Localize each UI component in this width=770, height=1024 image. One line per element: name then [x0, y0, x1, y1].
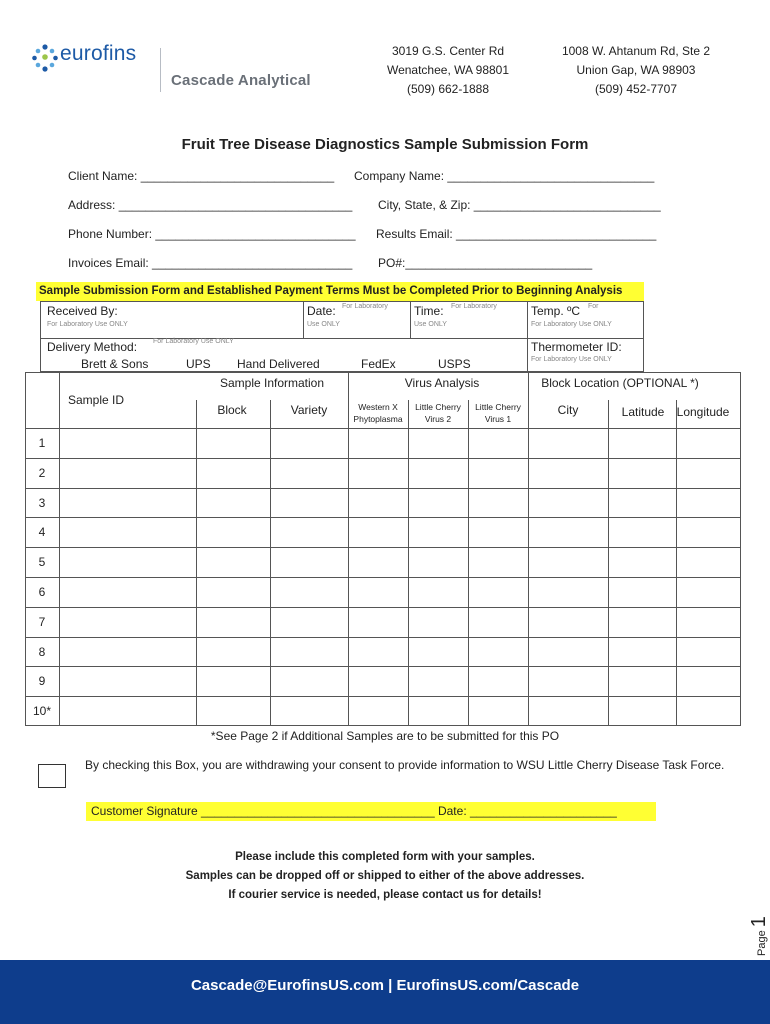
col-block: Block — [217, 403, 247, 417]
lab-use-note: Use ONLY — [414, 321, 447, 328]
table-grid-line — [25, 428, 741, 429]
temp-label: Temp. ºC — [531, 304, 581, 318]
row-number: 2 — [38, 465, 46, 480]
table-border — [25, 725, 741, 726]
lab-use-note: For Laboratory Use ONLY — [531, 356, 612, 363]
western-x-line1: Western X — [358, 402, 398, 412]
po-field[interactable]: PO#:____________________________ — [378, 256, 593, 270]
table-grid-line — [348, 400, 349, 726]
address-field[interactable]: Address: ___________________________________ — [68, 198, 353, 212]
table-grid-line — [59, 400, 60, 726]
row-number: 4 — [38, 525, 46, 540]
lab-use-note: For Laboratory Use ONLY — [531, 321, 612, 328]
row-number: 8 — [38, 644, 46, 659]
address-line: 3019 G.S. Center Rd — [391, 44, 505, 58]
lab-use-note: For Laboratory Use ONLY — [153, 338, 234, 345]
sub-brand: Cascade Analytical — [171, 72, 311, 89]
lab-use-note: For Laboratory — [342, 303, 388, 310]
table-grid-line — [25, 696, 741, 697]
table-grid-line — [25, 607, 741, 608]
row-number: 7 — [38, 614, 46, 629]
instruction-note: If courier service is needed, please contact us for details! — [228, 889, 542, 901]
address-line: 1008 W. Ahtanum Rd, Ste 2 — [561, 44, 711, 58]
table-grid-line — [25, 637, 741, 638]
invoices-email-field[interactable]: Invoices Email: ______________________________ — [68, 256, 353, 270]
address-line: Wenatchee, WA 98801 — [386, 63, 510, 77]
row-number: 9 — [38, 674, 46, 689]
date-label: Date: — [307, 304, 336, 318]
divider — [410, 301, 411, 339]
lcv1-line1: Little Cherry — [475, 402, 521, 412]
client-name-field[interactable]: Client Name: _____________________________ — [68, 169, 335, 183]
col-longitude: Longitude — [676, 405, 730, 419]
address-phone: (509) 452-7707 — [594, 82, 678, 96]
western-x-line2: Phytoplasma — [353, 414, 403, 424]
eurofins-dots-icon — [32, 44, 58, 74]
row-number: 1 — [38, 436, 46, 450]
table-grid-line — [270, 400, 271, 726]
instruction-note: Samples can be dropped off or shipped to either of the above addresses. — [185, 870, 585, 882]
lcv2-line2: Virus 2 — [424, 414, 452, 424]
table-grid-line — [468, 400, 469, 726]
col-virus-analysis: Virus Analysis — [404, 376, 480, 390]
delivery-method-label: Delivery Method: — [47, 340, 138, 354]
col-block-location: Block Location (OPTIONAL *) — [541, 376, 699, 390]
table-border — [25, 372, 741, 373]
logo-wordmark: eurofins — [60, 42, 137, 65]
table-grid-line — [25, 488, 741, 489]
delivery-option-brett[interactable]: Brett & Sons — [81, 357, 149, 371]
col-city: City — [557, 403, 579, 417]
consent-text: By checking this Box, you are withdrawing your consent to provide information to WSU Little Cherry Disease Task Force. — [85, 758, 725, 772]
lab-use-note: For — [588, 303, 599, 310]
sample-table — [25, 372, 741, 726]
delivery-option-hand[interactable]: Hand Delivered — [237, 357, 320, 371]
thermometer-id-label: Thermometer ID: — [531, 340, 622, 354]
divider — [527, 338, 528, 372]
page-indicator — [748, 896, 770, 956]
delivery-option-usps[interactable]: USPS — [438, 357, 471, 371]
row-number: 3 — [38, 495, 46, 510]
withdraw-consent-checkbox[interactable] — [38, 764, 66, 788]
table-border — [740, 372, 741, 726]
table-grid-line — [676, 400, 677, 726]
row-number: 10* — [32, 704, 52, 719]
terms-banner: Sample Submission Form and Established Payment Terms Must be Completed Prior to Beginning Analysis — [36, 282, 644, 301]
table-border — [25, 372, 26, 726]
row-number: 5 — [38, 555, 46, 570]
table-grid-line — [25, 547, 741, 548]
instruction-note: Please include this completed form with your samples. — [235, 851, 535, 863]
address-wenatchee — [378, 42, 518, 99]
lcv1-line2: Virus 1 — [484, 414, 512, 424]
time-label: Time: — [414, 304, 444, 318]
logo-divider — [160, 48, 161, 92]
table-grid-line — [608, 400, 609, 726]
delivery-option-ups[interactable]: UPS — [186, 357, 211, 371]
table-grid-line — [408, 400, 409, 726]
col-latitude: Latitude — [621, 405, 665, 419]
received-by-label: Received By: — [47, 304, 118, 318]
divider — [527, 301, 528, 339]
col-lcv2 — [408, 401, 468, 425]
table-grid-line — [528, 400, 529, 726]
address-phone: (509) 662-1888 — [406, 82, 490, 96]
lcv2-line1: Little Cherry — [415, 402, 461, 412]
col-lcv1 — [468, 401, 528, 425]
customer-signature-line[interactable]: Customer Signature ___________________________________ Date: ______________________ — [86, 802, 656, 821]
footer-contact[interactable]: Cascade@EurofinsUS.com | EurofinsUS.com/Cascade — [190, 977, 580, 994]
table-grid-line — [25, 577, 741, 578]
lab-use-note: For Laboratory — [451, 303, 497, 310]
col-variety: Variety — [290, 403, 328, 417]
delivery-option-fedex[interactable]: FedEx — [361, 357, 396, 371]
table-grid-line — [25, 458, 741, 459]
eurofins-logo — [32, 40, 162, 100]
city-state-zip-field[interactable]: City, State, & Zip: ____________________________ — [378, 198, 661, 212]
divider — [303, 301, 304, 339]
company-name-field[interactable]: Company Name: _______________________________ — [354, 169, 655, 183]
lab-use-note: For Laboratory Use ONLY — [47, 321, 128, 328]
page-label: Page — [756, 930, 768, 956]
page-number: 1 — [748, 916, 770, 928]
table-grid-line — [25, 517, 741, 518]
address-line: Union Gap, WA 98903 — [576, 63, 696, 77]
results-email-field[interactable]: Results Email: ______________________________ — [376, 227, 657, 241]
address-union-gap — [552, 42, 720, 99]
col-western-x — [348, 401, 408, 425]
phone-field[interactable]: Phone Number: ______________________________ — [68, 227, 356, 241]
form-title: Fruit Tree Disease Diagnostics Sample Submission Form — [181, 136, 589, 153]
col-sample-id: Sample ID — [67, 393, 125, 407]
table-grid-line — [196, 400, 197, 726]
lab-use-note: Use ONLY — [307, 321, 340, 328]
col-sample-information: Sample Information — [219, 376, 325, 390]
see-page-2-note: *See Page 2 if Additional Samples are to be submitted for this PO — [210, 729, 560, 743]
table-grid-line — [25, 666, 741, 667]
row-number: 6 — [38, 585, 46, 599]
